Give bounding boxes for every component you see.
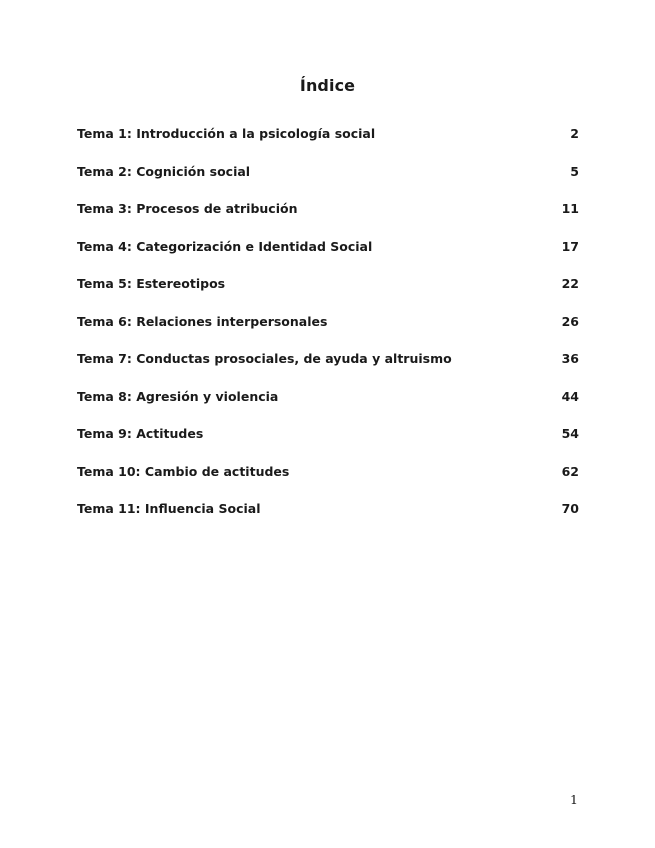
toc-entry-page: 62	[561, 463, 579, 479]
toc-entry-label: Tema 4: Categorización e Identidad Social	[77, 238, 373, 254]
toc-entry[interactable]	[77, 126, 579, 164]
toc-entry[interactable]	[77, 201, 579, 239]
toc-entry-page: 11	[561, 201, 579, 216]
toc-entry-page: 26	[561, 313, 579, 329]
toc-entry-label: Tema 7: Conductas prosociales, de ayuda y altruismo	[77, 351, 452, 366]
toc-entry-page: 54	[561, 426, 579, 441]
toc-entry[interactable]	[77, 314, 579, 352]
toc-entry-label: Tema 3: Procesos de atribución	[77, 201, 298, 216]
table-of-contents	[77, 126, 579, 539]
toc-entry[interactable]	[77, 164, 579, 202]
toc-entry-page: 70	[561, 501, 579, 516]
toc-entry[interactable]	[77, 351, 579, 389]
toc-entry-page: 2	[570, 126, 579, 141]
toc-entry-label: Tema 8: Agresión y violencia	[77, 388, 279, 404]
toc-entry[interactable]	[77, 389, 579, 427]
toc-entry-label: Tema 2: Cognición social	[77, 163, 251, 179]
toc-entry-label: Tema 10: Cambio de actitudes	[77, 463, 290, 479]
toc-entry[interactable]	[77, 276, 579, 314]
toc-entry-page: 22	[561, 276, 579, 291]
toc-entry-page: 5	[570, 163, 579, 179]
toc-entry-label: Tema 5: Estereotipos	[77, 276, 226, 291]
toc-entry[interactable]	[77, 464, 579, 502]
toc-entry-page: 17	[561, 238, 579, 254]
toc-entry-label: Tema 11: Influencia Social	[77, 501, 261, 516]
toc-entry-page: 36	[561, 351, 579, 366]
toc-entry[interactable]	[77, 501, 579, 539]
toc-entry-label: Tema 1: Introducción a la psicología social	[77, 126, 376, 141]
page-title: Índice	[299, 76, 356, 95]
toc-entry-label: Tema 6: Relaciones interpersonales	[77, 313, 328, 329]
toc-entry[interactable]	[77, 239, 579, 277]
toc-entry[interactable]	[77, 426, 579, 464]
toc-entry-label: Tema 9: Actitudes	[77, 426, 204, 441]
toc-entry-page: 44	[561, 388, 579, 404]
page-number: 1	[570, 792, 578, 807]
